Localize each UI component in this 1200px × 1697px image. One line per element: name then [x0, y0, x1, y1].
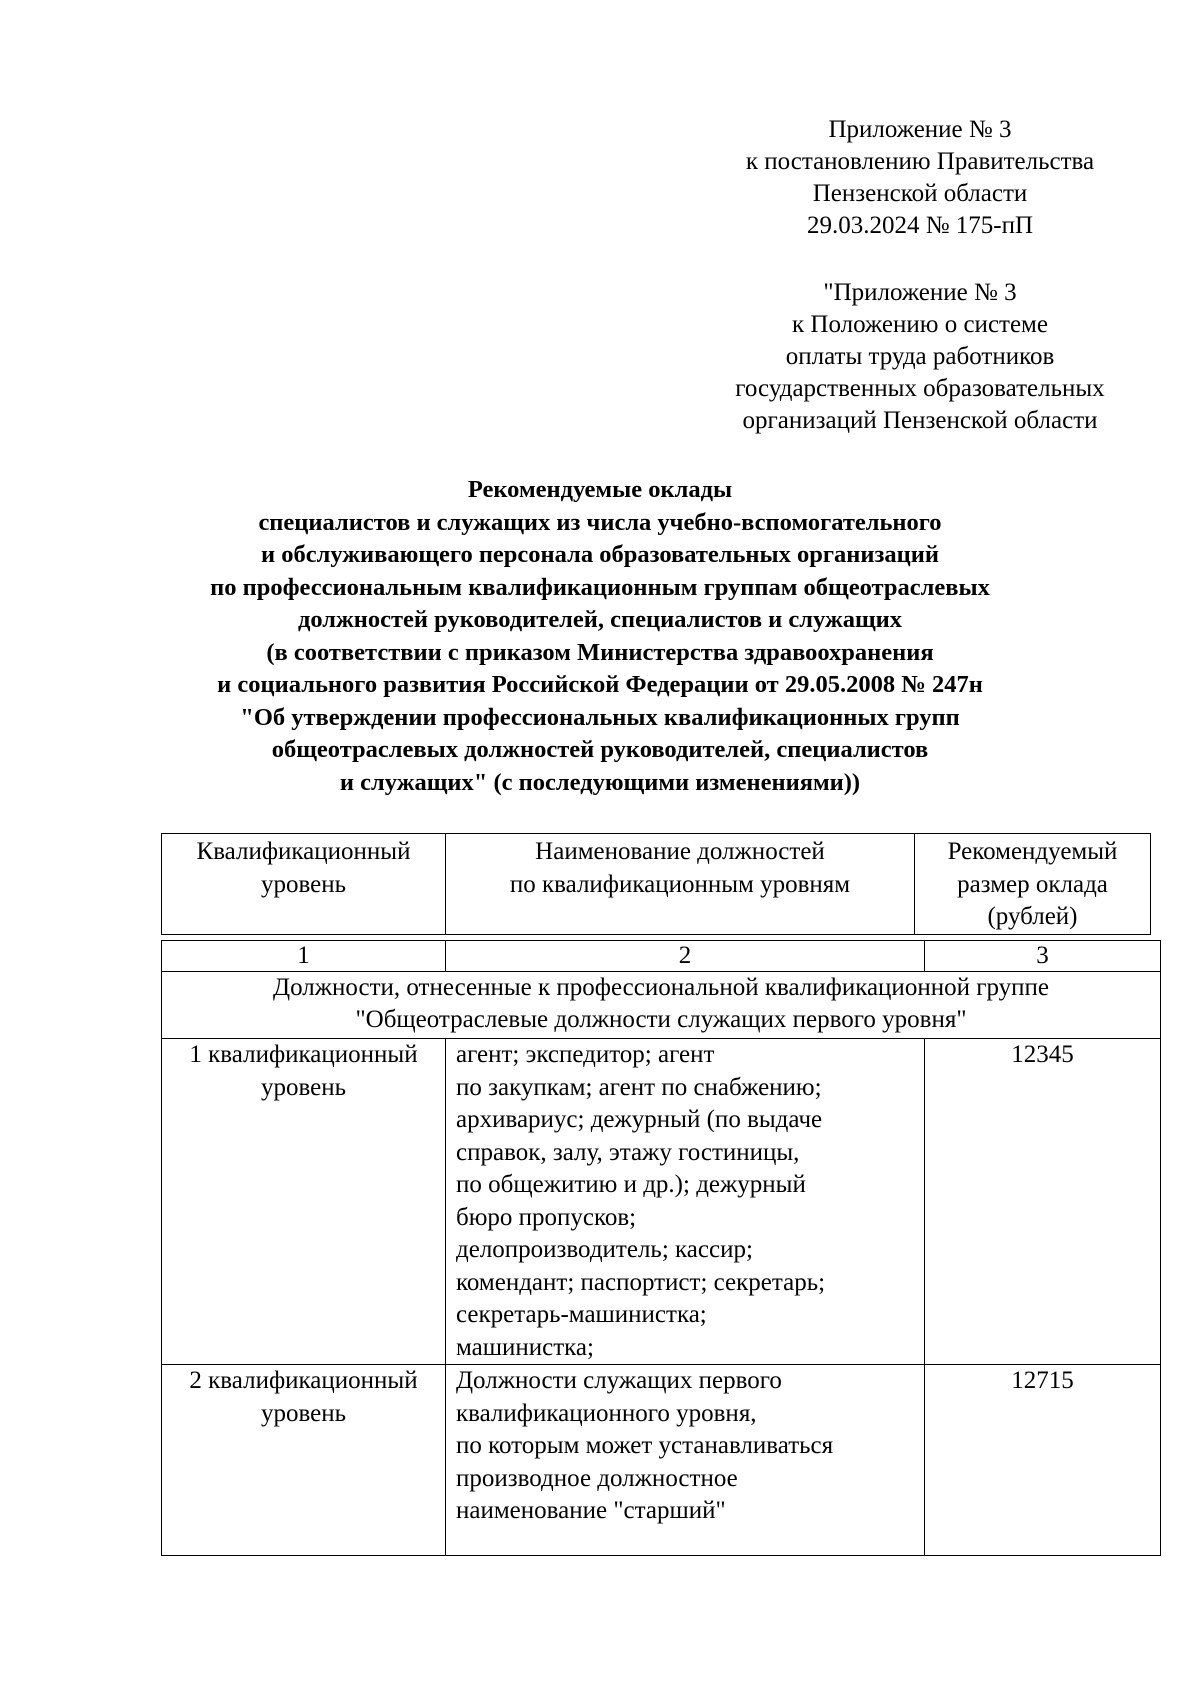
appendix-sub-line: государственных образовательных	[735, 375, 1105, 402]
positions-text: по общежитию и др.); дежурный	[456, 1171, 806, 1198]
column-number-row	[162, 941, 1161, 972]
appendix-main-line: 29.03.2024 № 175-пП	[806, 212, 1034, 239]
positions-text: машинистка;	[456, 1333, 594, 1361]
appendix-sub-line: организаций Пензенской области	[742, 407, 1098, 434]
header-text: Квалификационный	[196, 838, 411, 865]
header-text: по квалификационным уровням	[509, 870, 851, 898]
table-header-row	[162, 834, 1151, 935]
positions-text: производное должностное	[456, 1464, 738, 1492]
title-line: общеотраслевых должностей руководителей, специалистов	[271, 736, 929, 763]
title-line: и социального развития Российской Федерации от 29.05.2008 № 247н	[217, 671, 983, 698]
level-text: уровень	[260, 1399, 347, 1427]
group-text: "Общеотраслевые должности служащих первого уровня"	[355, 1006, 967, 1033]
column-number: 3	[925, 941, 1161, 972]
column-number: 2	[446, 941, 925, 972]
header-positions	[446, 834, 915, 935]
title-line: специалистов и служащих из числа учебно-вспомогательного	[258, 508, 942, 536]
salary-cell: 12715	[925, 1365, 1161, 1556]
group-title	[162, 972, 1161, 1039]
column-number: 1	[162, 941, 446, 972]
appendix-sub-line: "Приложение № 3	[823, 279, 1017, 306]
appendix-sub	[700, 277, 1140, 437]
header-text: (рублей)	[987, 903, 1078, 930]
table-row	[162, 1365, 1161, 1556]
appendix-sub-line: оплаты труда работников	[785, 343, 1055, 370]
document-title	[150, 474, 1050, 799]
header-text: Рекомендуемый	[947, 838, 1118, 865]
header-text: уровень	[260, 870, 347, 898]
positions-text: делопроизводитель; кассир;	[456, 1236, 753, 1263]
positions-text: квалификационного уровня,	[456, 1399, 757, 1427]
positions-text: по закупкам; агент по снабжению;	[456, 1073, 822, 1101]
appendix-sub-line: к Положению о системе	[792, 311, 1048, 338]
header-salary	[915, 834, 1151, 935]
title-line: и служащих" (с последующими изменениями))	[339, 768, 861, 796]
salary-table	[161, 940, 1161, 1556]
salary-cell: 12345	[925, 1039, 1161, 1365]
positions-text: справок, залу, этажу гостиницы,	[456, 1138, 800, 1166]
header-level	[162, 834, 446, 935]
header-text: Наименование должностей	[535, 838, 825, 865]
title-line: по профессиональным квалификационным группам общеотраслевых	[210, 573, 990, 601]
salary-table-header	[161, 833, 1151, 935]
positions-text: секретарь-машинистка;	[456, 1301, 707, 1328]
positions-text: по которым может устанавливаться	[456, 1432, 834, 1459]
title-line: Рекомендуемые оклады	[467, 476, 733, 503]
appendix-main-line: Приложение № 3	[828, 116, 1012, 143]
table-row	[162, 1039, 1161, 1365]
positions-text: комендант; паспортист; секретарь;	[456, 1268, 826, 1296]
positions-cell	[446, 1365, 925, 1556]
appendix-main	[700, 114, 1140, 242]
positions-text: агент; экспедитор; агент	[456, 1041, 715, 1068]
title-line: (в соответствии с приказом Министерства здравоохранения	[266, 638, 934, 666]
level-text: 1 квалификационный	[189, 1041, 418, 1068]
level-text: уровень	[260, 1073, 347, 1101]
positions-text: Должности служащих первого	[456, 1367, 782, 1394]
appendix-main-line: к постановлению Правительства	[745, 148, 1095, 175]
positions-cell	[446, 1039, 925, 1365]
level-cell	[162, 1365, 446, 1556]
group-text: Должности, отнесенные к профессиональной квалификационной группе	[273, 974, 1049, 1001]
level-cell	[162, 1039, 446, 1365]
positions-text: архивариус; дежурный (по выдаче	[456, 1106, 823, 1133]
title-line: должностей руководителей, специалистов и служащих	[297, 606, 903, 633]
positions-text: бюро пропусков;	[456, 1203, 637, 1231]
positions-text: наименование "старший"	[456, 1497, 726, 1524]
level-text: 2 квалификационный	[189, 1367, 418, 1394]
title-line: и обслуживающего персонала образовательных организаций	[261, 541, 939, 568]
group-row	[162, 972, 1161, 1039]
header-text: размер оклада	[957, 870, 1108, 898]
title-line: "Об утверждении профессиональных квалификационных групп	[240, 703, 960, 731]
appendix-main-line: Пензенской области	[812, 180, 1028, 207]
